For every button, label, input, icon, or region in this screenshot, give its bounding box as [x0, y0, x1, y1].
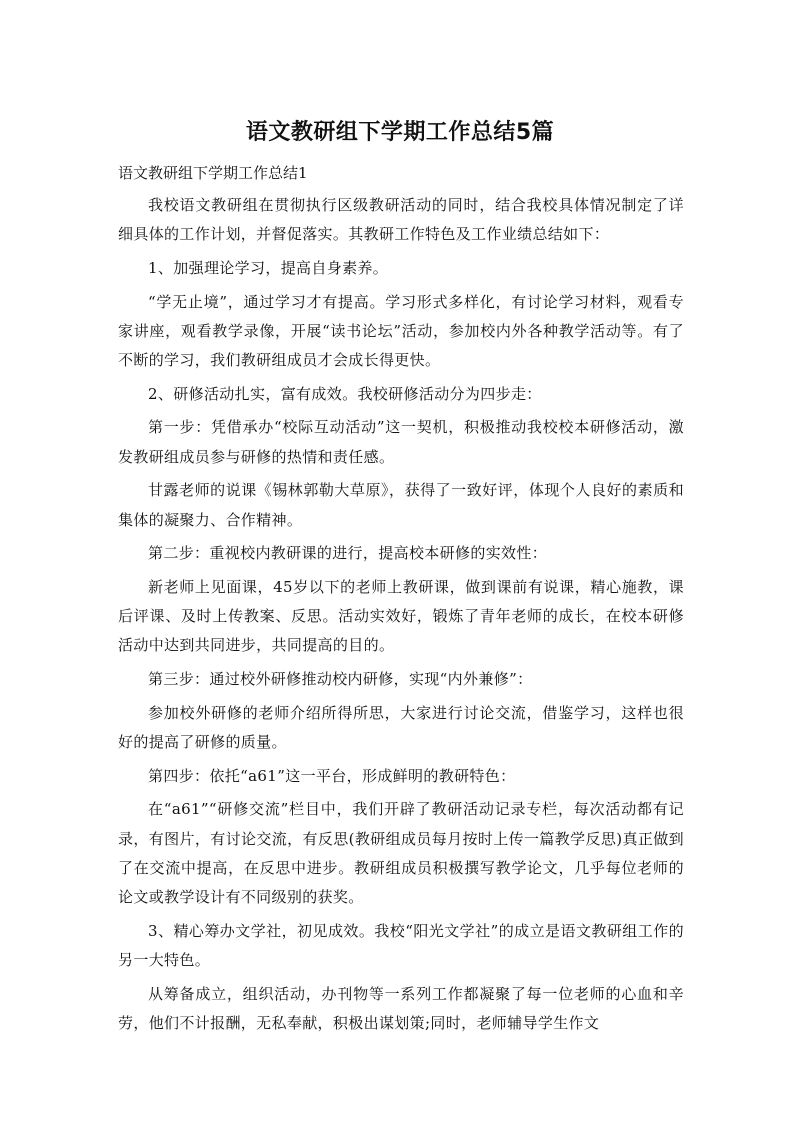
document-body	[118, 191, 684, 1042]
paragraph: 第三步：通过校外研修推动校内研修，实现“内外兼修”：	[148, 670, 533, 689]
paragraph: 第四步：依托“a61”这一平台，形成鲜明的教研特色：	[148, 766, 516, 785]
paragraph: 甘露老师的说课《锡林郭勒大草原》，获得了一致好评，体现个人良好的素质和集体的凝聚力、合作精神。	[118, 481, 684, 529]
paragraph: 2、研修活动扎实，富有成效。我校研修活动分为四步走：	[148, 384, 542, 403]
paragraph: 参加校外研修的老师介绍所得所思，大家进行讨论交流，借鉴学习，这样也很好的提高了研修的质量。	[118, 703, 684, 751]
paragraph: 3、精心筹办文学社，初见成效。我校“阳光文学社”的成立是语文教研组工作的另一大特色。	[118, 921, 684, 969]
paragraph: 新老师上见面课，45岁以下的老师上教研课，做到课前有说课，精心施教，课后评课、及时上传教案、反思。活动实效好，锻炼了青年老师的成长，在校本研修活动中达到共同进步，共同提高的目的。	[118, 577, 684, 655]
paragraph: 我校语文教研组在贯彻执行区级教研活动的同时，结合我校具体情况制定了详细具体的工作计划，并督促落实。其教研工作特色及工作业绩总结如下：	[118, 196, 684, 244]
section-heading: 语文教研组下学期工作总结1	[118, 164, 308, 182]
paragraph: 第二步：重视校内教研课的进行，提高校本研修的实效性：	[148, 544, 548, 563]
paragraph: 1、加强理论学习，提高自身素养。	[148, 258, 389, 277]
paragraph: 从筹备成立，组织活动，办刊物等一系列工作都凝聚了每一位老师的心血和辛劳，他们不计报酬，无私奉献，积极出谋划策;同时，老师辅导学生作文	[118, 984, 684, 1032]
paragraph: 第一步：凭借承办“校际互动活动”这一契机，积极推动我校校本研修活动，激发教研组成员参与研修的热情和责任感。	[118, 418, 684, 466]
paragraph: “学无止境”，通过学习才有提高。学习形式多样化，有讨论学习材料，观看专家讲座，观看教学录像，开展“读书论坛”活动，参加校内外各种教学活动等。有了不断的学习，我们教研组成员才会成长得更快。	[118, 292, 684, 370]
paragraph: 在“a61”“研修交流”栏目中，我们开辟了教研活动记录专栏，每次活动都有记录，有图片，有讨论交流，有反思(教研组成员每月按时上传一篇教学反思)真正做到了在交流中提高，在反思中进步。教研组成员积极撰写教学论文，几乎每位老师的论文或教学设计有不同级别的获奖。	[118, 800, 684, 906]
document-title: 语文教研组下学期工作总结5篇	[245, 120, 555, 145]
